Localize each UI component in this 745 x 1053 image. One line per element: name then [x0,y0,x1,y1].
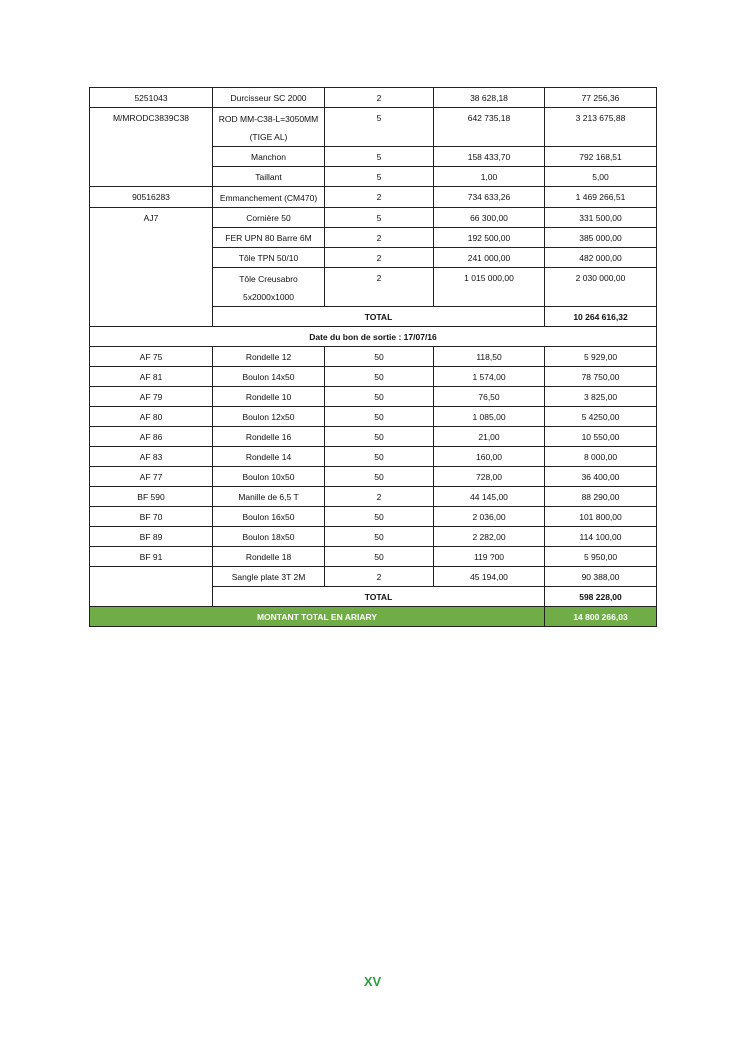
table-row [90,407,657,427]
unit-price-cell: 160,00 [434,447,545,467]
grand-total-row [90,607,657,627]
total-amount: 598 228,00 [545,587,657,607]
table-row [90,547,657,567]
unit-price-cell: 734 633,26 [434,187,545,208]
designation-cell: Boulon 10x50 [213,467,325,487]
designation-cell: Cornière 50 [213,208,325,228]
amount-cell: 10 550,00 [545,427,657,447]
table-row [90,427,657,447]
designation-cell: Emmanchement (CM470) [213,187,325,208]
table-row [90,108,657,147]
amount-cell: 3 213 675,88 [545,108,657,147]
designation-cell: FER UPN 80 Barre 6M [213,228,325,248]
unit-price-cell: 1 015 000,00 [434,268,545,307]
table-row [90,208,657,228]
unit-price-cell: 1,00 [434,167,545,187]
designation-cell: Boulon 14x50 [213,367,325,387]
table-row [90,447,657,467]
designation-cell: Boulon 12x50 [213,407,325,427]
code-cell: AJ7 [90,208,213,327]
qty-cell: 50 [325,507,434,527]
grand-total-amount: 14 800 266,03 [545,607,657,627]
amount-cell: 114 100,00 [545,527,657,547]
code-cell: AF 83 [90,447,213,467]
amount-cell: 77 256,36 [545,88,657,108]
code-cell: AF 75 [90,347,213,367]
amount-cell: 385 000,00 [545,228,657,248]
qty-cell: 2 [325,248,434,268]
designation-cell: Tôle TPN 50/10 [213,248,325,268]
table-row [90,367,657,387]
qty-cell: 50 [325,527,434,547]
amount-cell: 5 929,00 [545,347,657,367]
unit-price-cell: 1 574,00 [434,367,545,387]
amount-cell: 101 800,00 [545,507,657,527]
amount-cell: 36 400,00 [545,467,657,487]
amount-cell: 5 4250,00 [545,407,657,427]
unit-price-cell: 118,50 [434,347,545,367]
designation-cell: Manchon [213,147,325,167]
qty-cell: 50 [325,447,434,467]
designation-cell: Rondelle 16 [213,427,325,447]
unit-price-cell: 38 628,18 [434,88,545,108]
unit-price-cell: 21,00 [434,427,545,447]
designation-cell: Tôle Creusabro 5x2000x1000 [213,268,325,307]
qty-cell: 2 [325,567,434,587]
code-cell: AF 86 [90,427,213,447]
unit-price-cell: 76,50 [434,387,545,407]
unit-price-cell: 1 085,00 [434,407,545,427]
unit-price-cell: 66 300,00 [434,208,545,228]
unit-price-cell: 44 145,00 [434,487,545,507]
designation-cell: Boulon 16x50 [213,507,325,527]
designation-cell: Durcisseur SC 2000 [213,88,325,108]
table-row [90,507,657,527]
unit-price-cell: 119 ?00 [434,547,545,567]
table-row [90,387,657,407]
qty-cell: 50 [325,387,434,407]
table-row [90,187,657,208]
total-label: TOTAL [213,587,545,607]
amount-cell: 482 000,00 [545,248,657,268]
table-row [90,527,657,547]
amount-cell: 3 825,00 [545,387,657,407]
qty-cell: 50 [325,427,434,447]
materials-table [89,87,657,627]
unit-price-cell: 2 282,00 [434,527,545,547]
unit-price-cell: 728,00 [434,467,545,487]
amount-cell: 2 030 000,00 [545,268,657,307]
qty-cell: 50 [325,547,434,567]
qty-cell: 5 [325,208,434,228]
amount-cell: 8 000,00 [545,447,657,467]
code-cell: AF 81 [90,367,213,387]
table-row [90,88,657,108]
qty-cell: 50 [325,407,434,427]
grand-total-label: MONTANT TOTAL EN ARIARY [90,607,545,627]
code-cell: BF 89 [90,527,213,547]
code-cell: M/MRODC3839C38 [90,108,213,187]
qty-cell: 2 [325,228,434,248]
designation-cell: Rondelle 14 [213,447,325,467]
code-cell: AF 79 [90,387,213,407]
designation-cell: Sangle plate 3T 2M [213,567,325,587]
unit-price-cell: 2 036,00 [434,507,545,527]
designation-cell: Taillant [213,167,325,187]
designation-cell: Rondelle 18 [213,547,325,567]
unit-price-cell: 192 500,00 [434,228,545,248]
designation-cell: Rondelle 12 [213,347,325,367]
code-cell: BF 70 [90,507,213,527]
unit-price-cell: 45 194,00 [434,567,545,587]
amount-cell: 78 750,00 [545,367,657,387]
unit-price-cell: 642 735,18 [434,108,545,147]
unit-price-cell: 158 433,70 [434,147,545,167]
exit-date-label: Date du bon de sortie : 17/07/16 [90,327,657,347]
table-row [90,467,657,487]
unit-price-cell: 241 000,00 [434,248,545,268]
table-row [90,347,657,367]
designation-cell: ROD MM-C38-L=3050MM (TIGE AL) [213,108,325,147]
amount-cell: 90 388,00 [545,567,657,587]
qty-cell: 5 [325,108,434,147]
code-cell: AF 80 [90,407,213,427]
designation-cell: Manille de 6,5 T [213,487,325,507]
page-number: XV [363,974,382,989]
amount-cell: 1 469 266,51 [545,187,657,208]
total-amount: 10 264 616,32 [545,307,657,327]
qty-cell: 2 [325,187,434,208]
exit-date-row [90,327,657,347]
amount-cell: 331 500,00 [545,208,657,228]
amount-cell: 792 168,51 [545,147,657,167]
qty-cell: 5 [325,167,434,187]
code-cell: AF 77 [90,467,213,487]
total-label: TOTAL [213,307,545,327]
amount-cell: 5 950,00 [545,547,657,567]
table-row [90,487,657,507]
qty-cell: 2 [325,487,434,507]
designation-cell: Rondelle 10 [213,387,325,407]
code-cell: BF 91 [90,547,213,567]
amount-cell: 88 290,00 [545,487,657,507]
qty-cell: 50 [325,367,434,387]
amount-cell: 5,00 [545,167,657,187]
qty-cell: 5 [325,147,434,167]
qty-cell: 2 [325,88,434,108]
code-cell: BF 590 [90,487,213,507]
designation-cell: Boulon 18x50 [213,527,325,547]
code-cell [90,567,213,607]
table-row [90,567,657,587]
qty-cell: 50 [325,467,434,487]
code-cell: 5251043 [90,88,213,108]
qty-cell: 2 [325,268,434,307]
qty-cell: 50 [325,347,434,367]
code-cell: 90516283 [90,187,213,208]
